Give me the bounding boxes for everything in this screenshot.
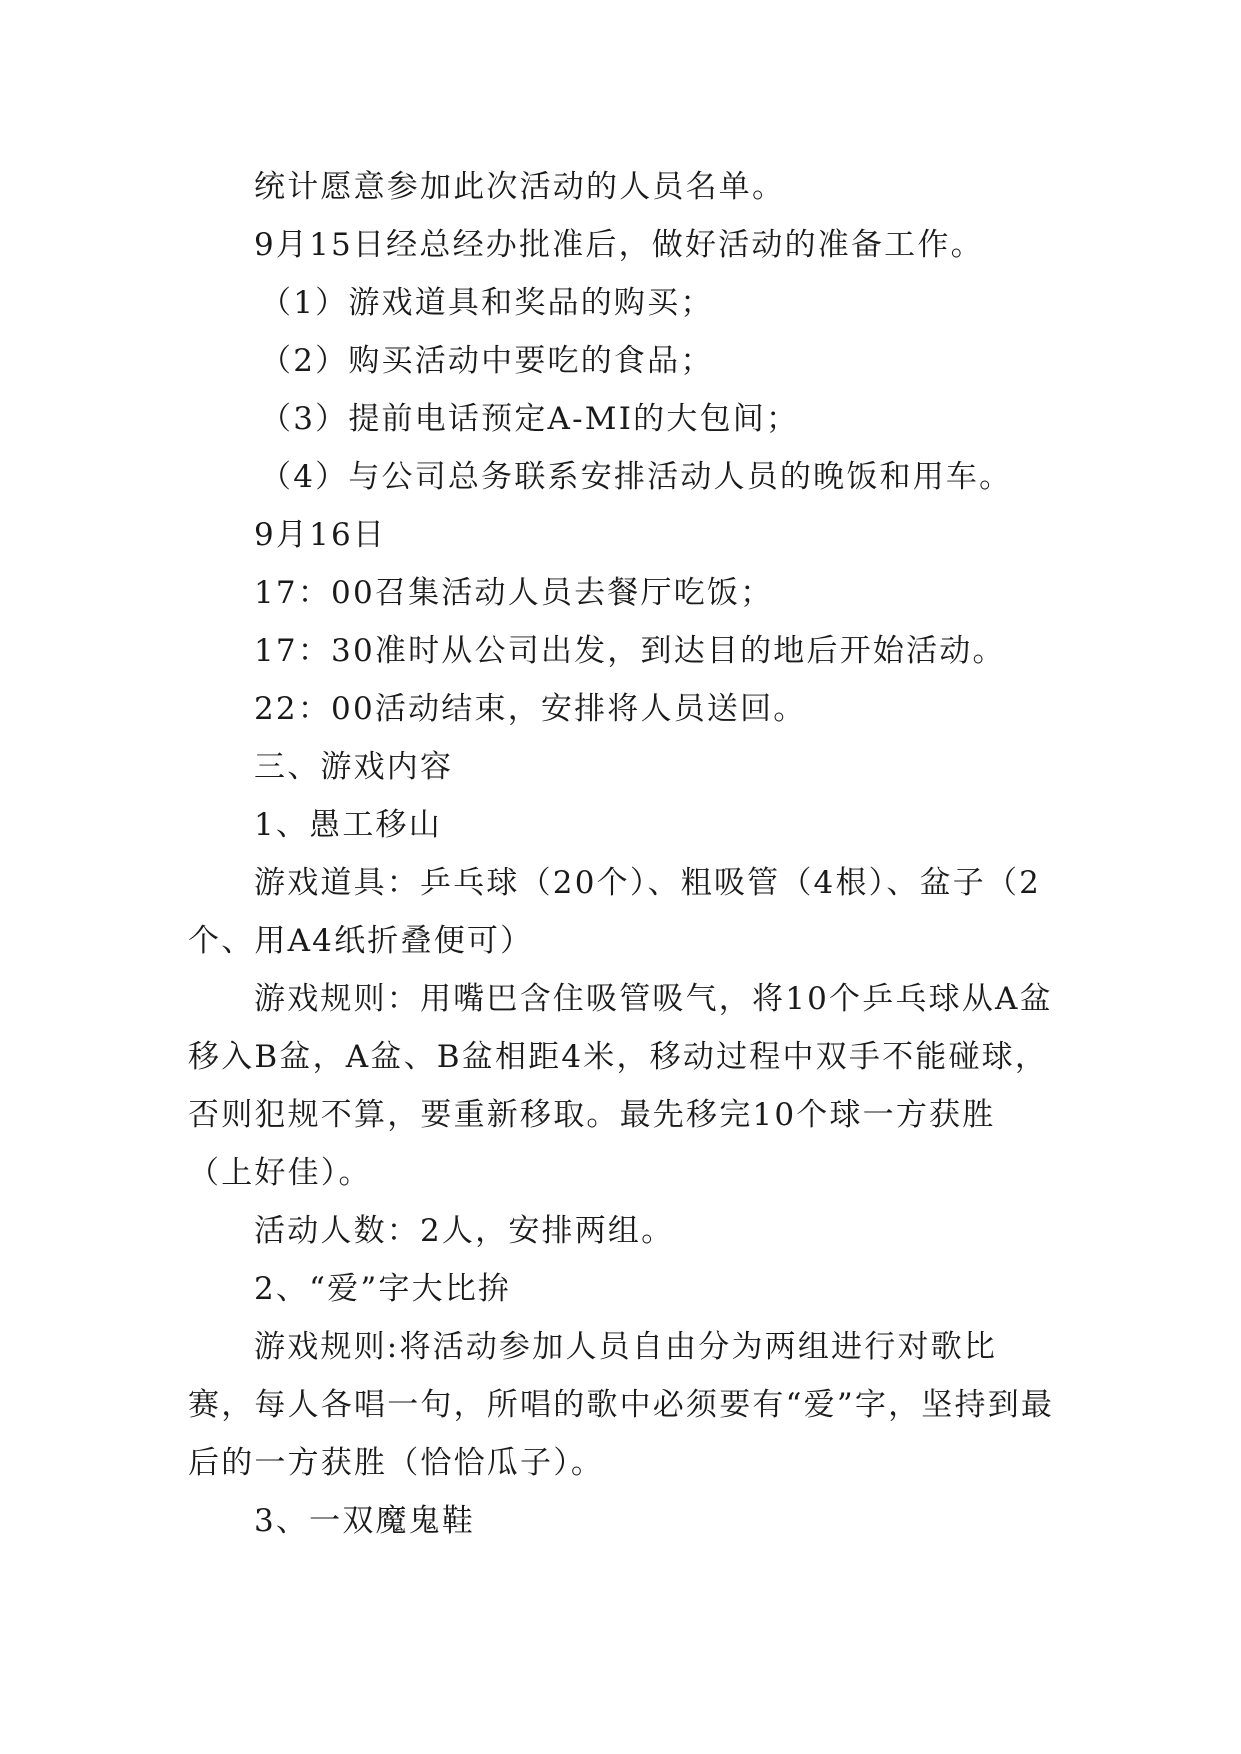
game-2-rules: 游戏规则:将活动参加人员自由分为两组进行对歌比赛，每人各唱一句，所唱的歌中必须要有“爱”字，坚持到最后的一方获胜（恰恰瓜子）。 xyxy=(188,1329,1055,1481)
schedule-item-2200: 22：00活动结束，安排将人员送回。 xyxy=(254,691,807,727)
paragraph-date: 9月16日 xyxy=(254,517,387,553)
list-item-booking: （3）提前电话预定A-MI的大包间； xyxy=(260,401,800,437)
list-item-dinner-transport: （4）与公司总务联系安排活动人员的晚饭和用车。 xyxy=(260,459,1013,495)
game-1-props: 游戏道具：乒乓球（20个）、粗吸管（4根）、盆子（2个、用A4纸折叠便可） xyxy=(188,865,1042,959)
game-1-rules: 游戏规则：用嘴巴含住吸管吸气，将10个乒乓球从A盆移入B盆，A盆、B盆相距4米，移动过程中双手不能碰球，否则犯规不算，要重新移取。最先移完10个球一方获胜（上好佳）。 xyxy=(188,981,1053,1191)
paragraph-attendee-list: 统计愿意参加此次活动的人员名单。 xyxy=(254,169,786,205)
schedule-item-1700: 17：00召集活动人员去餐厅吃饭； xyxy=(254,575,774,611)
game-title-1: 1、愚工移山 xyxy=(254,807,442,843)
list-item-food: （2）购买活动中要吃的食品； xyxy=(260,343,714,379)
game-title-2: 2、“爱”字大比拚 xyxy=(254,1271,512,1307)
game-1-participants: 活动人数：2人，安排两组。 xyxy=(254,1213,675,1249)
document-body xyxy=(188,158,1056,1550)
game-title-3: 3、一双魔鬼鞋 xyxy=(254,1503,476,1539)
list-item-props: （1）游戏道具和奖品的购买； xyxy=(260,285,714,321)
schedule-item-1730: 17：30准时从公司出发，到达目的地后开始活动。 xyxy=(254,633,1006,669)
section-heading-games: 三、游戏内容 xyxy=(254,749,454,785)
paragraph-approval: 9月15日经总经办批准后，做好活动的准备工作。 xyxy=(254,227,984,263)
